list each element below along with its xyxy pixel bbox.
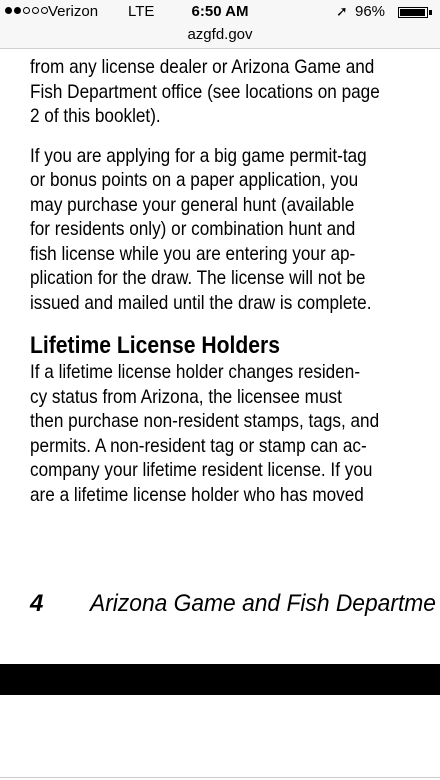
paragraph-line: If a lifetime license holder changes residen-: [30, 361, 361, 383]
paragraph-line: may purchase your general hunt (available: [30, 193, 355, 216]
paragraph-line: then purchase non-resident stamps, tags, and: [30, 410, 380, 432]
paragraph-line: Fish Department office (see locations on page: [30, 80, 380, 103]
footer-title: Arizona Game and Fish Departme: [90, 590, 436, 617]
battery-icon: [398, 7, 428, 18]
url-domain[interactable]: azgfd.gov: [187, 26, 253, 43]
paragraph-line: or bonus points on a paper application, you: [30, 169, 359, 191]
section-heading: Lifetime License Holders: [30, 332, 281, 359]
page-number: 4: [30, 590, 44, 617]
divider: [0, 777, 440, 778]
paragraph-line: are a lifetime license holder who has moved: [30, 483, 364, 506]
paragraph-line: permits. A non-resident tag or stamp can ac-: [30, 434, 367, 457]
battery-percentage: 96%: [355, 3, 386, 20]
paragraph-line: company your lifetime resident license. If you: [30, 459, 373, 481]
page-footer: [30, 590, 440, 618]
paragraph-line: If you are applying for a big game permit-tag: [30, 144, 367, 167]
url-bar[interactable]: [0, 24, 440, 49]
paragraph-line: from any license dealer or Arizona Game and: [30, 56, 375, 78]
page-separator: [0, 664, 440, 695]
clock: 6:50 AM: [191, 3, 249, 20]
paragraph-line: plication for the draw. The license will not be: [30, 267, 366, 289]
paragraph-line: cy status from Arizona, the licensee must: [30, 385, 342, 408]
battery-tip: [429, 10, 432, 15]
network-type: LTE: [128, 3, 155, 20]
paragraph-line: fish license while you are entering your ap-: [30, 242, 356, 265]
paragraph-line: issued and mailed until the draw is complete.: [30, 291, 372, 314]
status-bar: [0, 0, 440, 24]
location-arrow-icon: ➚: [336, 3, 348, 19]
document-page: [30, 55, 382, 507]
paragraph-line: 2 of this booklet).: [30, 105, 161, 127]
battery-level: [400, 9, 425, 16]
paragraph-line: for residents only) or combination hunt and: [30, 218, 356, 240]
carrier-name: Verizon: [48, 3, 99, 20]
